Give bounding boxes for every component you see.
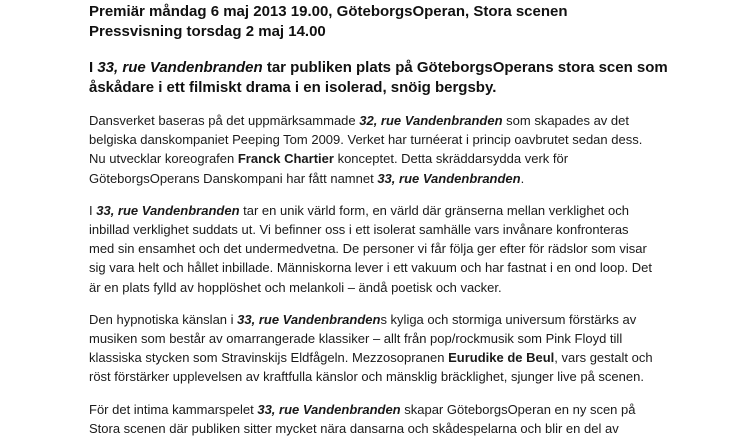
p1-line-1: Dansverket baseras på det uppmärksammade 32, rue Vandenbranden som skapades av det <box>89 113 629 128</box>
p1-line-3: Nu utvecklar koreografen Franck Chartier konceptet. Detta skräddarsydda verk för <box>89 151 569 167</box>
p2-line-5: är en plats fylld av hopplöshet och melankoli – ändå poetisk och vacker. <box>89 279 502 295</box>
body-paragraph-1 <box>89 111 729 188</box>
lead-line-2: åskådare i ett filmiskt drama i en isolerad, snöig bergsby. <box>89 79 497 96</box>
p2-line-1: I 33, rue Vandenbranden tar en unik värld form, en värld där gränserna mellan verklighet och <box>89 202 629 218</box>
work-title: 33, rue Vandenbranden <box>237 311 381 327</box>
choreographer-name: Franck Chartier <box>237 151 334 167</box>
p4-line-2: Stora scenen där publiken sitter mycket nära dansarna och skådespelarna och blir en del av <box>89 420 619 436</box>
p1-line-4: GöteborgsOperans Danskompani har fått namnet 33, rue Vandenbranden. <box>89 170 525 186</box>
lead-line-1: I 33, rue Vandenbranden tar publiken plats på GöteborgsOperans stora scen som <box>89 59 668 76</box>
p3-line-3: klassiska stycken som Stravinskijs Eldfågeln. Mezzosopranen Eurudike de Beul, vars gestalt och <box>89 350 653 366</box>
press-release <box>89 0 729 438</box>
p3-line-4: röst förstärker upplevelsen av kraftfulla känslor och mänsklig bräcklighet, sjunger live på scenen. <box>89 369 644 385</box>
work-title: 33, rue Vandenbranden <box>377 170 521 186</box>
lead-paragraph <box>89 58 729 98</box>
work-title: 33, rue Vandenbranden <box>97 59 263 76</box>
body-paragraph-3 <box>89 310 729 387</box>
premiere-heading: Premiär måndag 6 maj 2013 19.00, GöteborgsOperan, Stora scenen <box>89 3 568 20</box>
p3-line-2: musiken som består av omarrangerade klassiker – allt från pop/rockmusik som Pink Floyd till <box>89 331 623 347</box>
singer-name: Eurudike de Beul <box>448 350 555 366</box>
p2-line-2: inbillad verklighet suddats ut. Vi befinner oss i ett isolerat samhälle vars invånare konfronteras <box>89 222 629 238</box>
p1-line-2: belgiska danskompaniet Peeping Tom 2009. Verket har turnéerat i princip oavbrutet sedan dess. <box>89 132 643 148</box>
work-title: 32, rue Vandenbranden <box>359 113 503 128</box>
body-paragraph-2 <box>89 201 729 297</box>
p2-line-4: sig vara helt och hållet inbillade. Människorna lever i ett vakuum och har fastnat i en ond loop. Det <box>89 260 652 276</box>
work-title: 33, rue Vandenbranden <box>96 202 240 218</box>
p4-line-1: För det intima kammarspelet 33, rue Vandenbranden skapar GöteborgsOperan en ny scen på <box>89 401 636 417</box>
body-paragraph-4 <box>89 400 729 438</box>
p3-line-1: Den hypnotiska känslan i 33, rue Vandenbrandens kyliga och stormiga universum förstärks av <box>89 311 637 327</box>
p2-line-3: med sin ensamhet och det undermedvetna. De personer vi får följa ger efter för rädslor som visar <box>89 241 647 257</box>
press-screening-heading: Pressvisning torsdag 2 maj 14.00 <box>89 23 326 40</box>
work-title: 33, rue Vandenbranden <box>257 401 401 417</box>
